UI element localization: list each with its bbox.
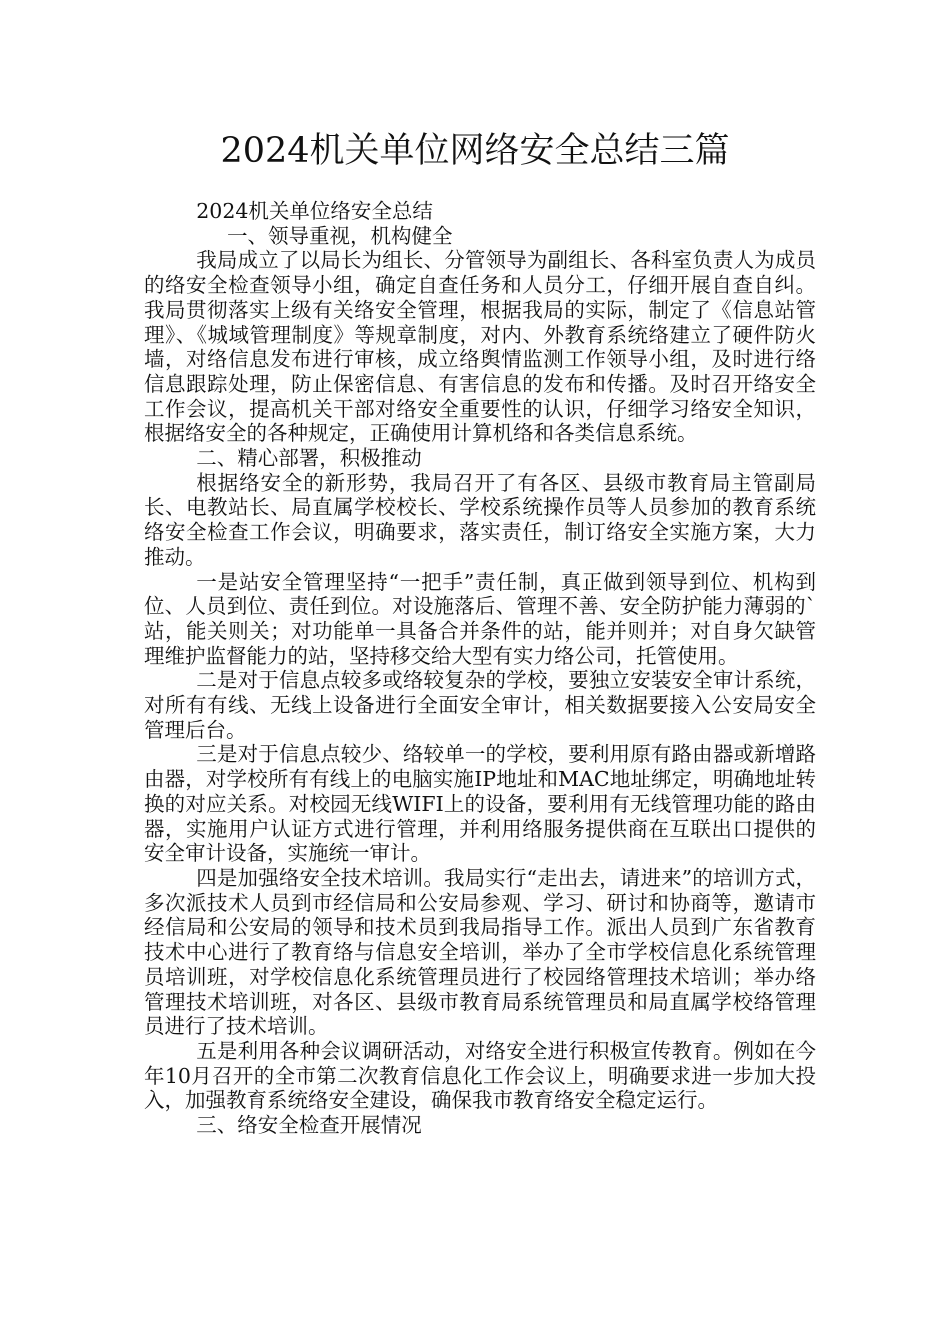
paragraph: 五是利用各种会议调研活动，对络安全进行积极宣传教育。例如在今年10月召开的全市第二次教育信息化工作会议上，明确要求进一步加大投入，加强教育系统络安全建设，确保我市教育络安全稳定运行。 xyxy=(144,1038,816,1113)
subtitle: 2024机关单位络安全总结 xyxy=(196,199,433,223)
section-heading-2: 二、精心部署，积极推动 xyxy=(196,446,422,471)
paragraph: 二是对于信息点较多或络较复杂的学校，要独立安装安全审计系统，对所有有线、无线上设备进行全面安全审计，相关数据要接入公安局安全管理后台。 xyxy=(144,668,816,742)
document-title: 2024机关单位网络安全总结三篇 xyxy=(220,131,730,171)
section-heading-3: 三、络安全检查开展情况 xyxy=(196,1113,422,1138)
paragraph: 一是站安全管理坚持“一把手”责任制，真正做到领导到位、机构到位、人员到位、责任到位。对设施落后、管理不善、安全防护能力薄弱的`站，能关则关；对功能单一具备合并条件的站，能并则并；对自身欠缺管理维护监督能力的站，坚持移交给大型有实力络公司，托管使用。 xyxy=(144,569,816,668)
section-heading-1: 一、领导重视，机构健全 xyxy=(227,223,453,248)
paragraph: 根据络安全的新形势，我局召开了有各区、县级市教育局主管副局长、电教站长、局直属学校校长、学校系统操作员等人员参加的教育系统络安全检查工作会议，明确要求，落实责任，制订络安全实施方案，大力推动。 xyxy=(144,470,816,569)
paragraph: 四是加强络安全技术培训。我局实行“走出去，请进来”的培训方式，多次派技术人员到市经信局和公安局参观、学习、研讨和协商等，邀请市经信局和公安局的领导和技术员到我局指导工作。派出人员到广东省教育技术中心进行了教育络与信息安全培训，举办了全市学校信息化系统管理员培训班，对学校信息化系统管理员进行了校园络管理技术培训；举办络管理技术培训班，对各区、县级市教育局系统管理员和局直属学校络管理员进行了技术培训。 xyxy=(144,865,816,1039)
document-body xyxy=(144,199,816,1138)
paragraph: 我局成立了以局长为组长、分管领导为副组长、各科室负责人为成员的络安全检查领导小组，确定自查任务和人员分工，仔细开展自查自纠。我局贯彻落实上级有关络安全管理，根据我局的实际，制定了《信息站管理》、《城域管理制度》等规章制度，对内、外教育系统络建立了硬件防火墙，对络信息发布进行审核，成立络舆情监测工作领导小组，及时进行络信息跟踪处理，防止保密信息、有害信息的发布和传播。及时召开络安全工作会议，提高机关干部对络安全重要性的认识，仔细学习络安全知识，根据络安全的各种规定，正确使用计算机络和各类信息系统。 xyxy=(144,248,816,446)
paragraph: 三是对于信息点较少、络较单一的学校，要利用原有路由器或新增路由器，对学校所有有线上的电脑实施IP地址和MAC地址绑定，明确地址转换的对应关系。对校园无线WIFI上的设备，要利用有无线管理功能的路由器，实施用户认证方式进行管理，并利用络服务提供商在互联出口提供的安全审计设备，实施统一审计。 xyxy=(144,742,816,866)
